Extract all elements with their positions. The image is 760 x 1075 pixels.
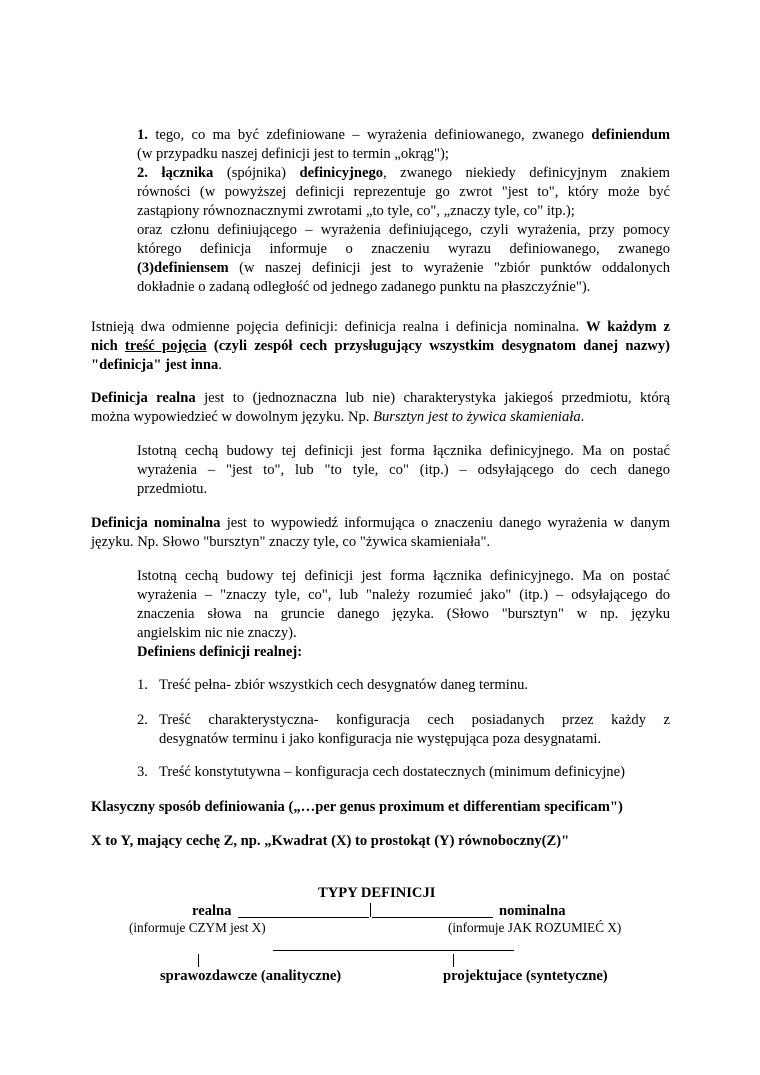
diagram-projektujace: projektujace (syntetyczne) [443,968,608,984]
two-line-1: Istnieją dwa odmienne pojęcia definicji: definicja realna i definicja nominalna. W każdym z [91,319,670,335]
list-item: 1. Treść pełna- zbiór wszystkich cech desygnatów daneg terminu. [137,677,529,693]
two-line-3: "definicja" jest inna. [91,357,222,373]
intro-block [137,126,670,297]
nominalna-note-line-2: wyrażenia – "znaczy tyle, co", lub "należy rozumieć jako" (itp.) – odsyłającego do [137,587,670,603]
realna-note-line-3: przedmiotu. [137,481,208,497]
paragraph-two-concepts [91,318,670,375]
realna-line-1: Definicja realna jest to (jednoznaczna lub nie) charakterystyka jakiegoś przedmiotu, którą [91,390,670,406]
realna-line-2: można wypowiedzieć w dowolnym języku. Np. Bursztyn jest to żywica skamieniała. [91,409,585,425]
diagram-line-right [372,917,493,918]
intro-line-1: 1. tego, co ma być zdefiniowane – wyrażenia definiowanego, zwanego definiendum [137,127,670,143]
list-item: 3. Treść konstytutywna – konfiguracja cech dostatecznych (minimum definicyjne) [137,764,625,780]
diagram-realna-note: (informuje CZYM jest X) [129,920,266,935]
diagram-center-tick [370,903,371,917]
definiens-heading: Definiens definicji realnej: [137,644,303,660]
diagram-nominalna-label: nominalna [499,903,566,919]
intro-line-5: zastąpiony równoznacznymi zwrotami „to tyle, co", „znaczy tyle, co" itp.); [137,203,575,219]
intro-line-3: 2. łącznika (spójnika) definicyjnego, zwanego niekiedy definicyjnym znakiem [137,165,671,181]
classic-definition: Klasyczny sposób definiowania („…per genus proximum et differentiam specificam") [91,799,623,815]
intro-line-7: którego definicja informuje o znaczeniu wyrazu definiowanego, zwanego [137,241,670,257]
nominalna-line-2: języku. Np. Słowo "bursztyn" znaczy tyle, co "żywica skamieniała". [91,534,491,550]
nominalna-note-line-1: Istotną cechą budowy tej definicji jest forma łącznika definicyjnego. Ma on postać [137,568,670,584]
paragraph-nominalna [91,514,670,552]
intro-line-9: dokładnie o zadaną odległość od jednego zadanego punktu na płaszczyźnie"). [137,279,591,295]
diagram-right-tick [453,954,454,967]
realna-note-line-2: wyrażenia – "jest to", lub "to tyle, co" (itp.) – odsyłającego do cech danego [137,462,670,478]
intro-line-6: oraz członu definiującego – wyrażenia definiującego, czyli wyrażenia, przy pomocy [137,222,670,238]
formula-line: X to Y, mający cechę Z, np. „Kwadrat (X) to prostokąt (Y) równoboczny(Z)" [91,833,570,849]
diagram-left-tick [198,954,199,967]
list-item: 2. Treść charakterystyczna- konfiguracja cech posiadanych przez każdy z desygnatów terminu i jako konfiguracja nie występująca poza desygnatami. [137,712,670,747]
intro-line-8: (3)definiensem (w naszej definicji jest to wyrażenie "zbiór punktów oddalonych [137,260,670,276]
diagram-nominalna-note: (informuje JAK ROZUMIEĆ X) [448,920,622,935]
intro-line-4: równości (w powyższej definicji reprezentuje go zwrot "jest to", który może być [137,184,670,200]
nominalna-line-1: Definicja nominalna jest to wypowiedź informująca o znaczeniu danego wyrażenia w danym [91,515,671,531]
realna-note [137,442,670,499]
diagram-line-left [238,917,369,918]
nominalna-note-line-4: angielskim nic nie znaczy). [137,625,297,641]
nominalna-note-line-3: znaczenia słowa na gruncie danego języka. (Słowo "bursztyn" w np. języku [137,606,670,622]
diagram-title: TYPY DEFINICJI [318,885,436,901]
diagram-lower-line [273,950,514,951]
two-line-2: nich treść pojęcia (czyli zespół cech przysługujący wszystkim desygnatom danej nazwy) [91,338,670,354]
intro-line-2: (w przypadku naszej definicji jest to termin „okrąg"); [137,146,449,162]
nominalna-note [137,567,670,662]
paragraph-realna [91,389,670,427]
diagram-realna-label: realna [192,903,232,919]
realna-note-line-1: Istotną cechą budowy tej definicji jest forma łącznika definicyjnego. Ma on postać [137,443,670,459]
diagram-sprawozdawcze: sprawozdawcze (analityczne) [160,968,342,984]
